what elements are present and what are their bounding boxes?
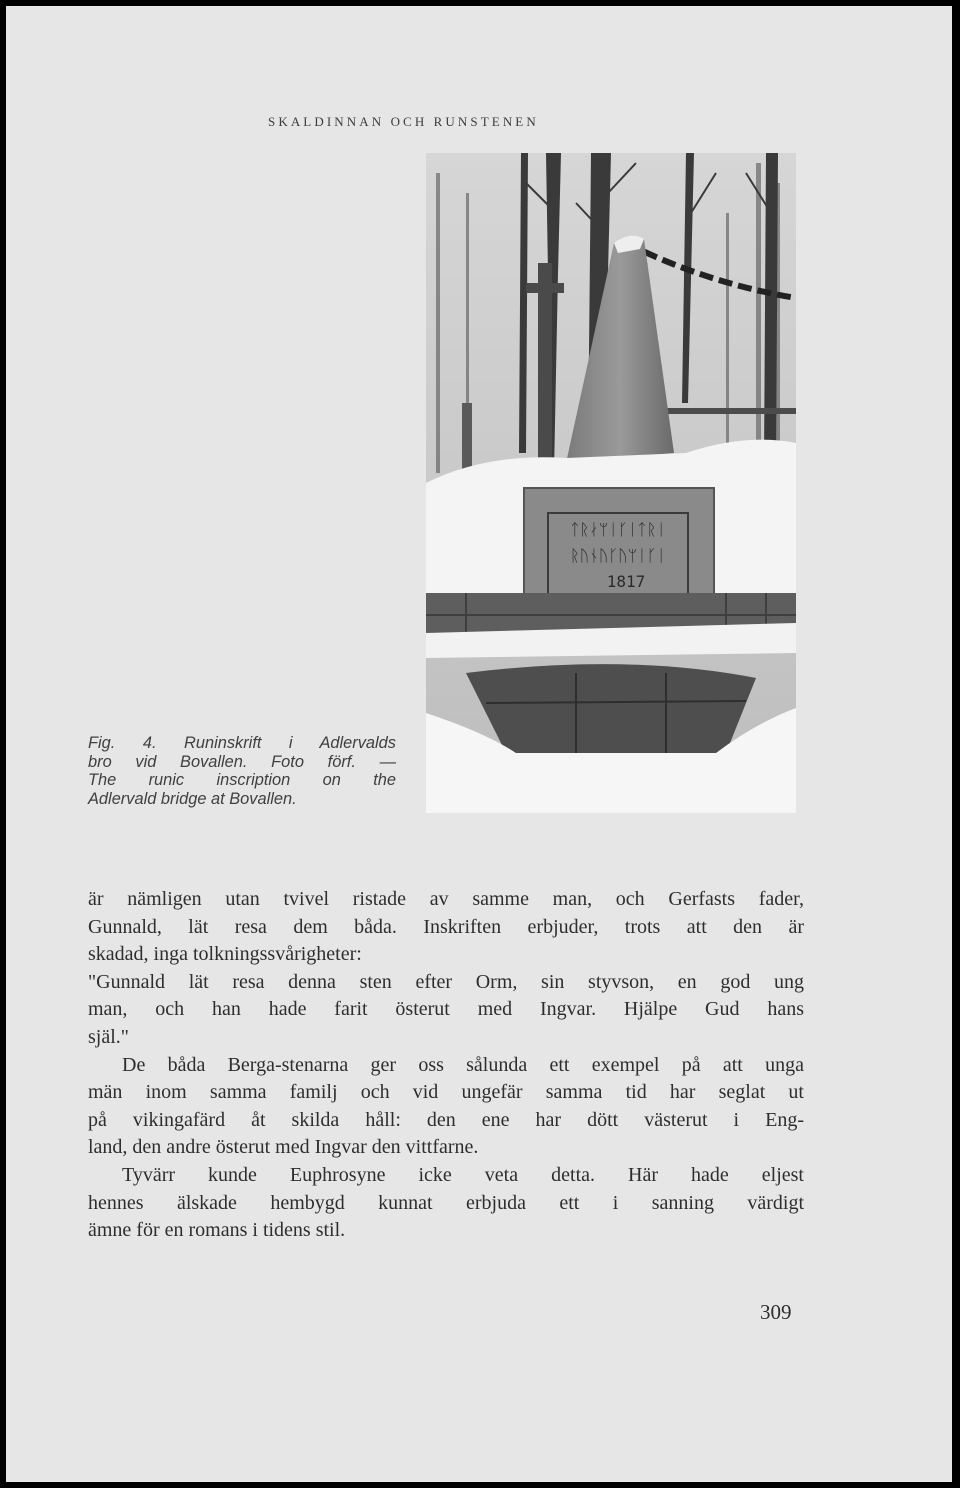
photo-runestone-icon — [426, 153, 796, 813]
body-line: skadad, inga tolkningssvårigheter: — [88, 943, 362, 966]
caption-line: bro vid Bovallen. Foto förf. — — [88, 752, 396, 771]
body-line: Gunnald, lät resa dem båda. Inskriften erbjuder, trots att den är — [88, 915, 804, 938]
runestone-photo — [426, 153, 796, 813]
inscription-line-1: ᛏᚱᛅᛘᛁᚴᛁᛏᚱᛁ — [569, 520, 667, 539]
figure-caption — [88, 734, 396, 808]
body-line: land, den andre österut med Ingvar den vittfarne. — [88, 1136, 479, 1159]
page-number: 309 — [760, 1300, 792, 1324]
running-head: SKALDINNAN OCH RUNSTENEN — [268, 114, 539, 129]
body-line: män inom samma familj och vid ungefär samma tid har seglat ut — [88, 1081, 804, 1104]
caption-line: Fig. 4. Runinskrift i Adlervalds — [88, 734, 396, 752]
caption-line: Adlervald bridge at Bovallen. — [88, 789, 297, 808]
inscription-line-2: ᚱᚢᚾᚢᚴᚢᛘᛁᚴᛁ — [569, 546, 667, 565]
body-line: är nämligen utan tvivel ristade av samme man, och Gerfasts fader, — [88, 888, 804, 910]
body-line: hennes älskade hembygd kunnat erbjuda ett i sanning värdigt — [88, 1191, 804, 1214]
caption-line: The runic inscription on the — [88, 771, 396, 789]
body-line: De båda Berga-stenarna ger oss sålunda ett exempel på att unga — [122, 1053, 804, 1076]
body-line: man, och han hade farit österut med Ingvar. Hjälpe Gud hans — [88, 998, 804, 1021]
body-line: Tyvärr kunde Euphrosyne icke veta detta. Här hade eljest — [122, 1163, 804, 1186]
body-line: själ." — [88, 1025, 129, 1048]
inscription-line-3: 1817 — [606, 572, 646, 591]
body-line: ämne för en romans i tidens stil. — [88, 1219, 346, 1242]
book-page — [6, 6, 952, 1482]
body-line: på vikingafärd åt skilda håll: den ene har dött västerut i Eng- — [88, 1108, 804, 1131]
body-text — [88, 886, 804, 1245]
body-line: "Gunnald lät resa denna sten efter Orm, sin styvson, en god ung — [88, 970, 804, 993]
